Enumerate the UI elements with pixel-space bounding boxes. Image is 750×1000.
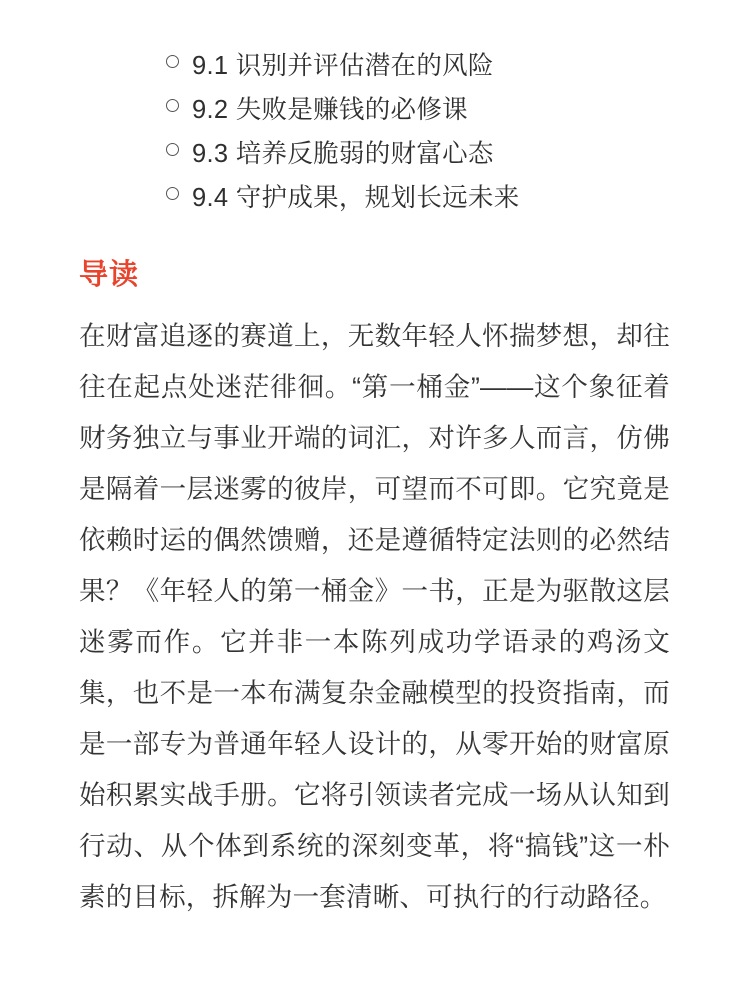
list-item xyxy=(62,132,688,176)
list-item xyxy=(62,88,688,132)
bullet-circle-icon xyxy=(166,99,179,112)
list-item xyxy=(62,176,688,220)
bullet-circle-icon xyxy=(166,55,179,68)
list-item xyxy=(62,44,688,88)
list-item-label: 9.1 识别并评估潜在的风险 xyxy=(192,52,494,80)
chapter-subsection-list xyxy=(62,44,688,220)
list-item-label: 9.2 失败是赚钱的必修课 xyxy=(192,96,468,124)
bullet-circle-icon xyxy=(166,143,179,156)
section-paragraph: 在财富追逐的赛道上，无数年轻人怀揣梦想，却往往在起点处迷茫徘徊。“第一桶金”——这个象征着财务独立与事业开端的词汇，对许多人而言，仿佛是隔着一层迷雾的彼岸，可望而不可即。它究竟是依赖时运的偶然馈赠，还是遵循特定法则的必然结果？《年轻人的第一桶金》一书，正是为驱散这层迷雾而作。它并非一本陈列成功学语录的鸡汤文集，也不是一本布满复杂金融模型的投资指南，而是一部专为普通年轻人设计的，从零开始的财富原始积累实战手册。它将引领读者完成一场从认知到行动、从个体到系统的深刻变革，将“搞钱”这一朴素的目标，拆解为一套清晰、可执行的行动路径。 xyxy=(79,320,670,912)
bullet-circle-icon xyxy=(166,187,179,200)
section-heading: 导读 xyxy=(79,259,140,291)
list-item-label: 9.3 培养反脆弱的财富心态 xyxy=(192,140,494,168)
list-item-label: 9.4 守护成果，规划长远未来 xyxy=(192,184,520,212)
